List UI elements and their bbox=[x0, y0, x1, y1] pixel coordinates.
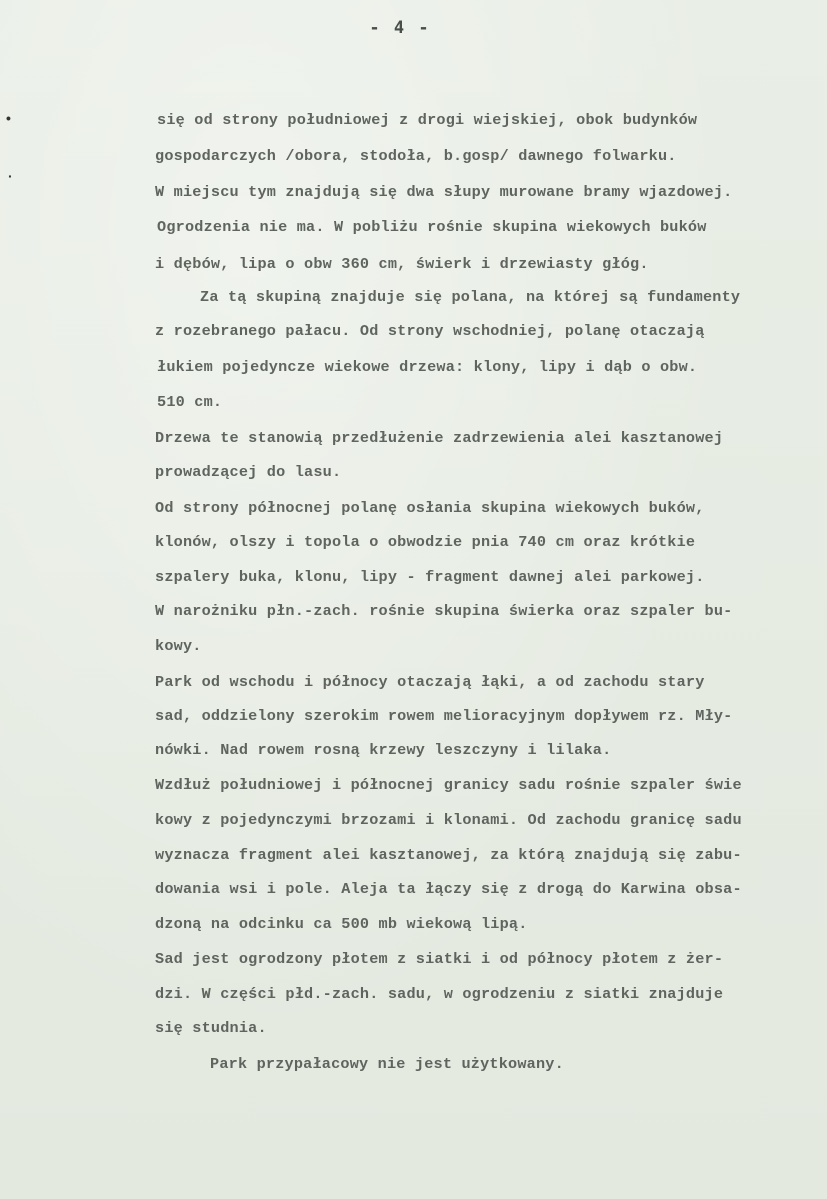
text-line: W miejscu tym znajdują się dwa słupy murowane bramy wjazdowej. bbox=[155, 183, 733, 201]
text-line: Ogrodzenia nie ma. W pobliżu rośnie skupina wiekowych buków bbox=[157, 218, 707, 236]
text-line: Za tą skupiną znajduje się polana, na której są fundamenty bbox=[200, 288, 741, 306]
text-line: Od strony północnej polanę osłania skupina wiekowych buków, bbox=[155, 499, 705, 517]
page-number: - 4 - bbox=[369, 18, 431, 38]
margin-mark: • bbox=[6, 110, 11, 126]
text-line: Park od wschodu i północy otaczają łąki, a od zachodu stary bbox=[155, 673, 705, 691]
text-line: 510 cm. bbox=[157, 393, 223, 411]
text-line: łukiem pojedyncze wiekowe drzewa: klony, lipy i dąb o obw. bbox=[157, 358, 698, 376]
text-line: Wzdłuż południowej i północnej granicy sadu rośnie szpaler świe bbox=[155, 776, 742, 794]
text-line: Drzewa te stanowią przedłużenie zadrzewienia alei kasztanowej bbox=[155, 429, 724, 447]
text-line: Sad jest ogrodzony płotem z siatki i od północy płotem z żer- bbox=[155, 950, 724, 968]
text-line: W narożniku płn.-zach. rośnie skupina świerka oraz szpaler bu- bbox=[155, 602, 733, 620]
text-line: sad, oddzielony szerokim rowem melioracyjnym dopływem rz. Mły- bbox=[155, 707, 733, 725]
text-line: gospodarczych /obora, stodoła, b.gosp/ dawnego folwarku. bbox=[155, 147, 677, 165]
text-line: Park przypałacowy nie jest użytkowany. bbox=[210, 1055, 564, 1073]
margin-mark: · bbox=[8, 168, 13, 184]
text-line: kowy. bbox=[155, 637, 202, 655]
text-line: kowy z pojedynczymi brzozami i klonami. Od zachodu granicę sadu bbox=[155, 811, 742, 829]
text-line: się od strony południowej z drogi wiejskiej, obok budynków bbox=[157, 111, 698, 129]
text-line: klonów, olszy i topola o obwodzie pnia 740 cm oraz krótkie bbox=[155, 533, 696, 551]
text-line: prowadzącej do lasu. bbox=[155, 463, 342, 481]
text-line: nówki. Nad rowem rosną krzewy leszczyny i lilaka. bbox=[155, 741, 612, 759]
text-line: dzi. W części płd.-zach. sadu, w ogrodzeniu z siatki znajduje bbox=[155, 985, 724, 1003]
text-line: wyznacza fragment alei kasztanowej, za którą znajdują się zabu- bbox=[155, 846, 742, 864]
text-line: szpalery buka, klonu, lipy - fragment dawnej alei parkowej. bbox=[155, 568, 705, 586]
text-line: dowania wsi i pole. Aleja ta łączy się z drogą do Karwina obsa- bbox=[155, 880, 742, 898]
text-line: się studnia. bbox=[155, 1019, 267, 1037]
text-line: dzoną na odcinku ca 500 mb wiekową lipą. bbox=[155, 915, 528, 933]
text-line: i dębów, lipa o obw 360 cm, świerk i drzewiasty głóg. bbox=[155, 255, 649, 273]
text-line: z rozebranego pałacu. Od strony wschodniej, polanę otaczają bbox=[155, 322, 705, 340]
